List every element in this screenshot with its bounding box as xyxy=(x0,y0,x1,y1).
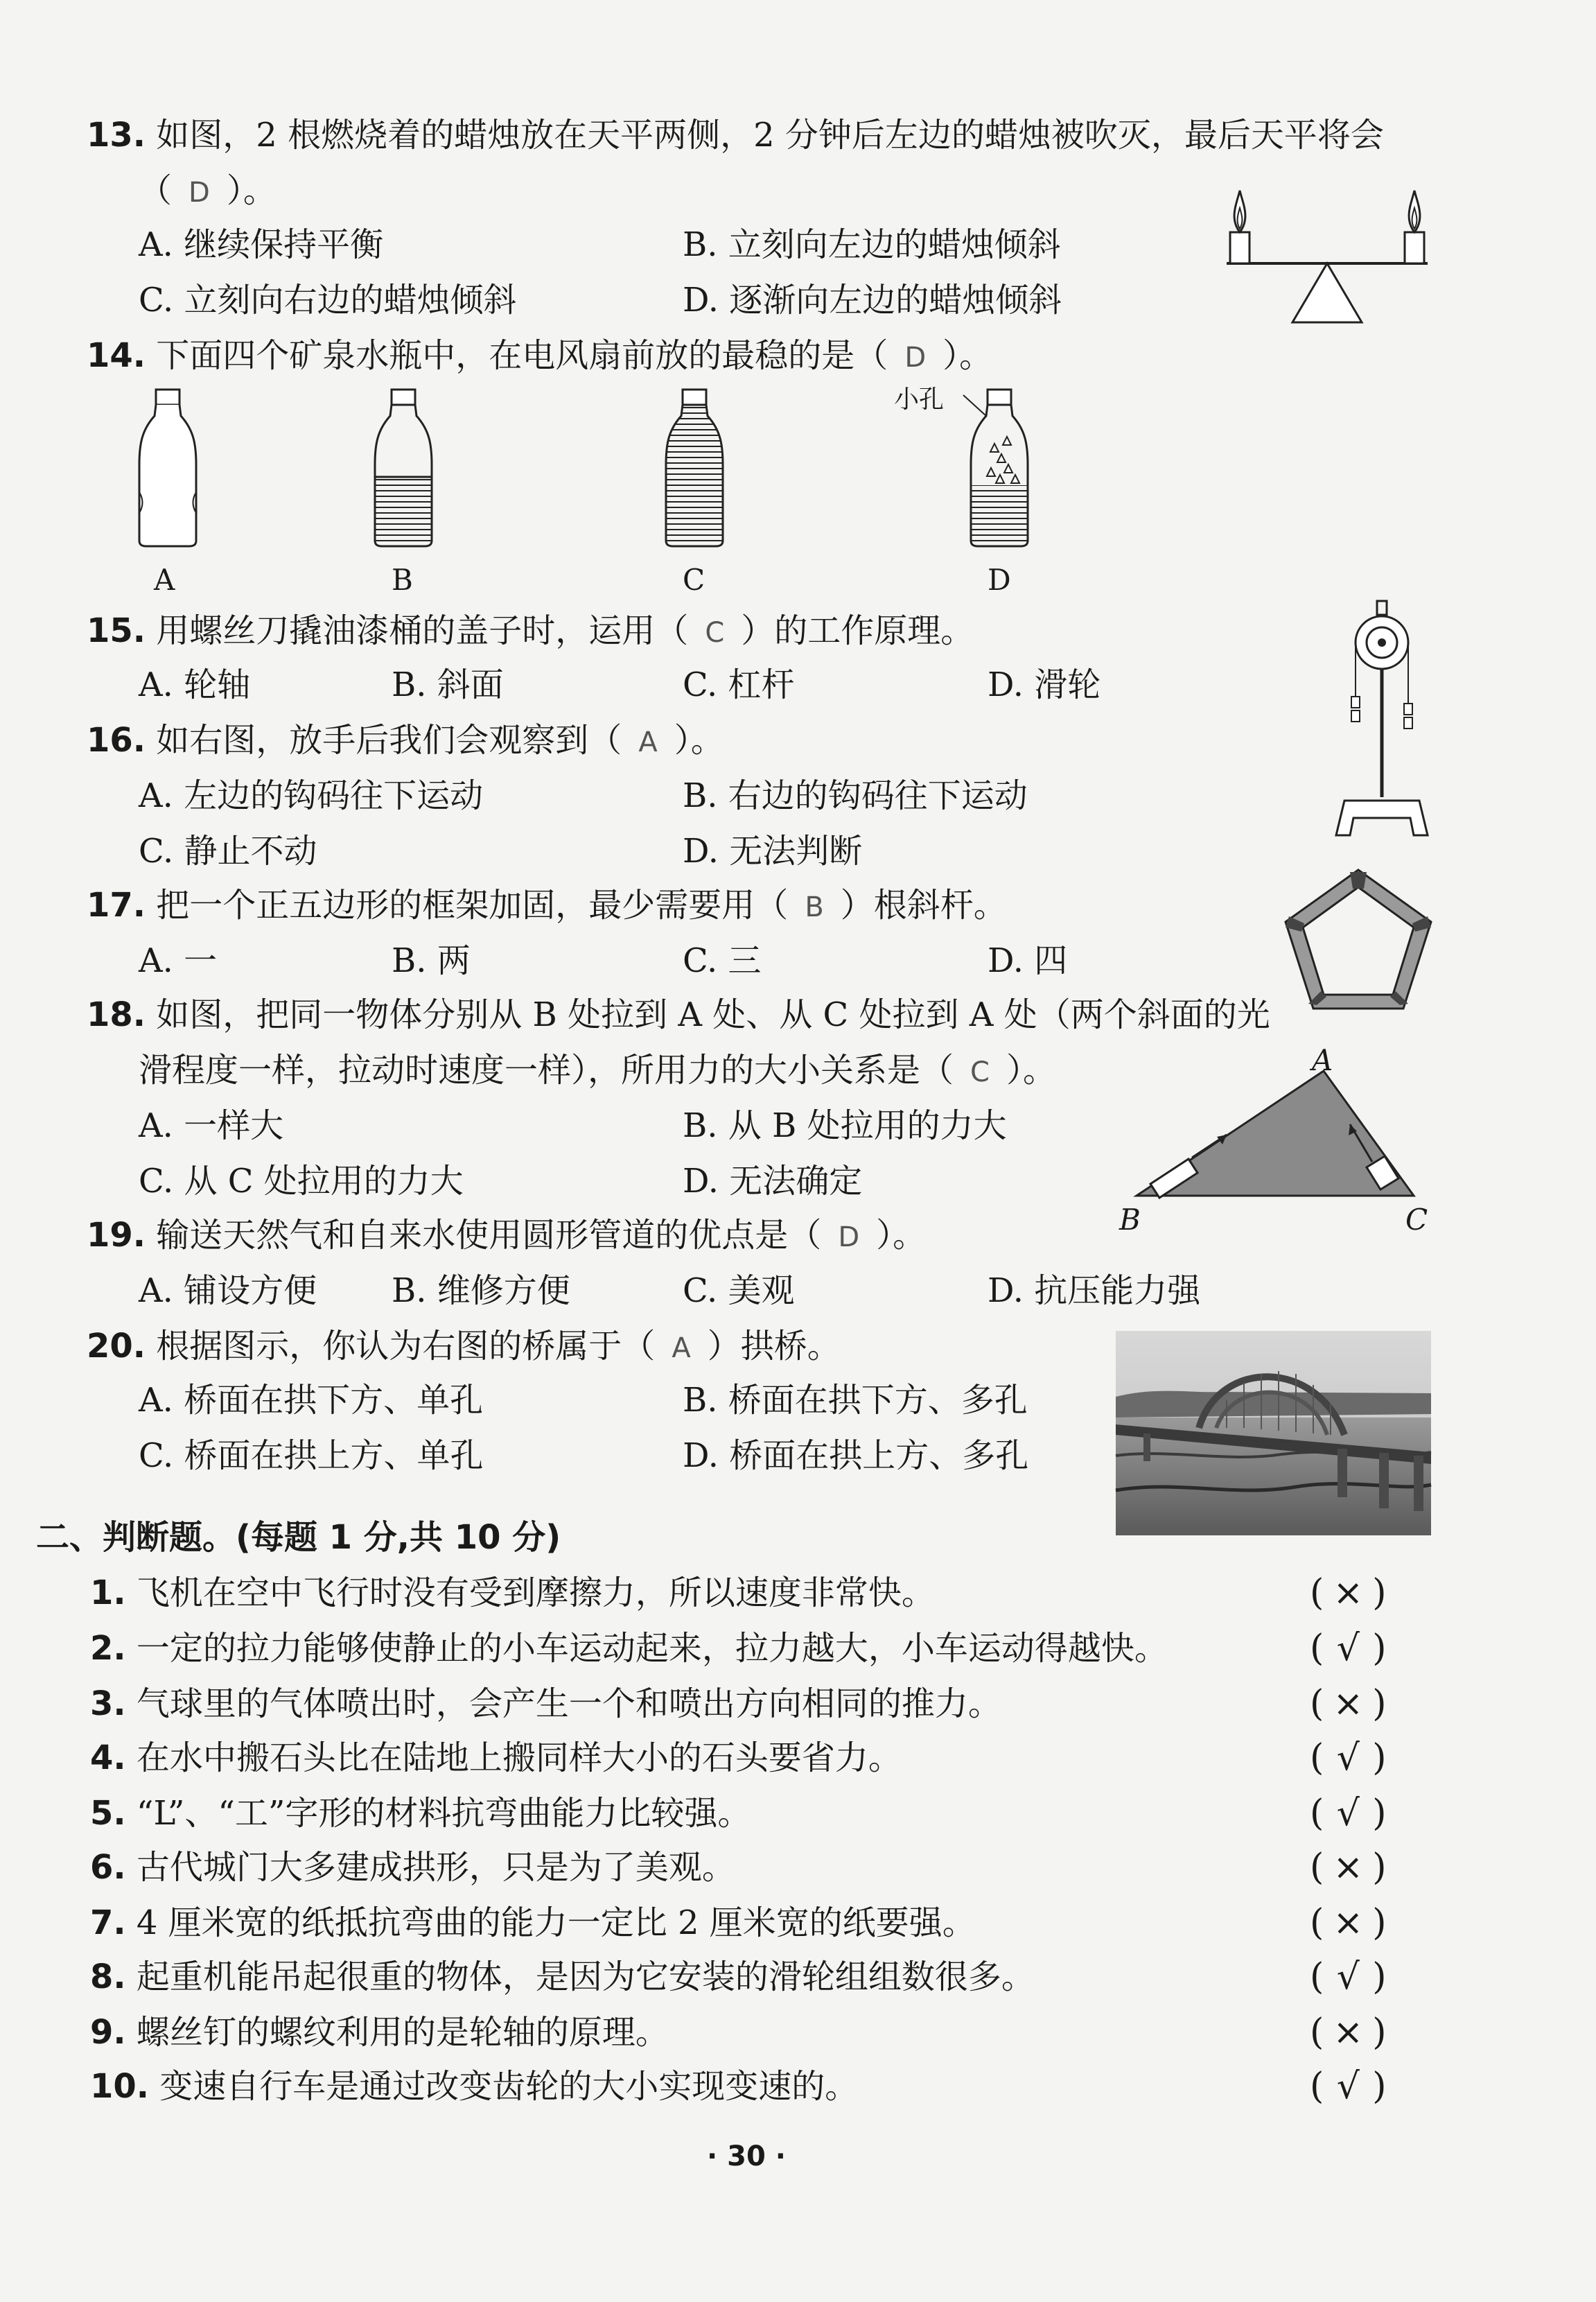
question-text: 如右图，放手后我们会观察到（ xyxy=(156,721,622,760)
judgment-mark xyxy=(1310,1902,1387,1944)
mark-value: × xyxy=(1333,2012,1364,2053)
page-number: · 30 · xyxy=(707,2140,786,2172)
question-16 xyxy=(87,720,724,763)
option-c: C. 静止不动 xyxy=(139,832,317,871)
mark-value: × xyxy=(1333,1572,1364,1614)
paren-close: ) xyxy=(1372,1956,1387,1998)
judgment-item xyxy=(90,1902,976,1944)
item-number: 7. xyxy=(90,1903,126,1942)
question-text: 根据图示，你认为右图的桥属于（ xyxy=(156,1327,656,1366)
question-number: 14. xyxy=(87,336,146,375)
answer: A xyxy=(672,1332,691,1364)
pulley-figure xyxy=(1331,600,1435,842)
item-text: 古代城门大多建成拱形，只是为了美观。 xyxy=(136,1848,735,1887)
paren-open: （ xyxy=(139,171,173,210)
hole-label: 小孔 xyxy=(894,385,945,414)
mark-value: √ xyxy=(1336,2066,1360,2107)
option-b: B. 从 B 处拉用的力大 xyxy=(683,1106,1007,1145)
paren-close: ）。 xyxy=(674,721,724,760)
option-b: B. 立刻向左边的蜡烛倾斜 xyxy=(683,225,1061,264)
judgment-item xyxy=(90,1683,1001,1725)
paren-close: ）。 xyxy=(942,336,993,375)
option-b: B. 右边的钩码往下运动 xyxy=(683,776,1028,815)
option-d: D. 桥面在拱上方、多孔 xyxy=(683,1436,1029,1475)
item-number: 5. xyxy=(90,1794,126,1833)
option-d: D. 抗压能力强 xyxy=(988,1271,1201,1310)
option-a: A. 一 xyxy=(139,941,218,980)
paren-close: ）根斜杆。 xyxy=(840,886,1007,925)
bottle-b xyxy=(371,388,437,548)
item-text: 螺丝钉的螺纹利用的是轮轴的原理。 xyxy=(136,2013,669,2052)
question-14 xyxy=(87,335,992,378)
judgment-mark xyxy=(1310,1737,1387,1779)
mark-value: √ xyxy=(1336,1628,1360,1669)
section-title-judgment: 二、判断题。(每题 1 分,共 10 分) xyxy=(36,1518,561,1557)
mark-value: √ xyxy=(1336,1956,1360,1998)
question-number: 13. xyxy=(87,116,146,155)
item-text: 起重机能吊起很重的物体，是因为它安装的滑轮组组数很多。 xyxy=(136,1957,1035,1996)
judgment-mark xyxy=(1310,1628,1387,1669)
option-b: B. 桥面在拱下方、多孔 xyxy=(683,1381,1028,1420)
judgment-mark xyxy=(1310,1847,1387,1888)
judgment-mark xyxy=(1310,2012,1387,2053)
paren-open: ( xyxy=(1310,1737,1324,1779)
paren-close: ）。 xyxy=(1006,1051,1056,1090)
option-c: C. 杠杆 xyxy=(683,665,795,704)
item-number: 4. xyxy=(90,1738,126,1777)
pentagon-frame-figure xyxy=(1282,866,1435,1012)
question-text: 输送天然气和自来水使用圆形管道的优点是（ xyxy=(156,1216,822,1255)
paren-close: ）拱桥。 xyxy=(707,1327,841,1366)
judgment-mark xyxy=(1310,1793,1387,1834)
option-a: A. 左边的钩码往下运动 xyxy=(139,776,484,815)
mark-value: √ xyxy=(1336,1793,1360,1834)
item-number: 8. xyxy=(90,1957,126,1996)
bottle-a xyxy=(135,388,201,548)
paren-close: ) xyxy=(1372,1683,1387,1725)
question-number: 16. xyxy=(87,721,146,760)
item-text: 4 厘米宽的纸抵抗弯曲的能力一定比 2 厘米宽的纸要强。 xyxy=(136,1903,976,1942)
paren-close: ）的工作原理。 xyxy=(741,611,974,650)
question-number: 20. xyxy=(87,1327,146,1366)
judgment-item xyxy=(90,1793,751,1834)
paren-open: ( xyxy=(1310,2012,1324,2053)
arch-bridge-photo xyxy=(1116,1331,1431,1535)
option-a: A. 铺设方便 xyxy=(139,1271,317,1310)
judgment-item xyxy=(90,2066,858,2107)
item-number: 3. xyxy=(90,1684,126,1723)
option-d: D. 四 xyxy=(988,941,1068,980)
bottle-c xyxy=(662,388,728,548)
question-18-cont xyxy=(139,1049,1056,1093)
question-number: 19. xyxy=(87,1216,146,1255)
question-19 xyxy=(87,1214,926,1258)
question-18 xyxy=(87,994,1270,1036)
paren-close: ) xyxy=(1372,2012,1387,2053)
item-text: “L”、“工”字形的材料抗弯曲能力比较强。 xyxy=(136,1794,751,1833)
answer: C xyxy=(705,617,725,649)
paren-close: ) xyxy=(1372,1847,1387,1888)
option-b: B. 维修方便 xyxy=(392,1271,570,1310)
question-number: 15. xyxy=(87,611,146,650)
judgment-mark xyxy=(1310,1956,1387,1998)
paren-close: ）。 xyxy=(226,171,277,210)
option-d: D. 滑轮 xyxy=(988,665,1101,704)
item-number: 6. xyxy=(90,1848,126,1887)
item-text: 飞机在空中飞行时没有受到摩擦力，所以速度非常快。 xyxy=(136,1573,935,1612)
incline-label-c: C xyxy=(1405,1203,1428,1237)
question-text: 如图，把同一物体分别从 B 处拉到 A 处、从 C 处拉到 A 处（两个斜面的光 xyxy=(156,995,1270,1034)
judgment-mark xyxy=(1310,1683,1387,1725)
paren-close: ) xyxy=(1372,2066,1387,2107)
mark-value: × xyxy=(1333,1847,1364,1888)
judgment-item xyxy=(90,1956,1035,1998)
paren-open: ( xyxy=(1310,1847,1324,1888)
option-c: C. 美观 xyxy=(683,1271,795,1310)
question-13 xyxy=(87,114,1384,156)
bottle-label-c: C xyxy=(683,563,705,597)
answer: D xyxy=(904,342,927,374)
paren-open: ( xyxy=(1310,1902,1324,1944)
mark-value: × xyxy=(1333,1902,1364,1944)
question-13-cont xyxy=(139,170,277,213)
option-d: D. 无法判断 xyxy=(683,832,863,871)
option-c: C. 三 xyxy=(683,941,762,980)
item-text: 变速自行车是通过改变齿轮的大小实现变速的。 xyxy=(159,2067,859,2106)
bottle-label-a: A xyxy=(154,563,175,597)
paren-open: ( xyxy=(1310,1793,1324,1834)
bottle-d xyxy=(967,388,1033,548)
option-b: B. 两 xyxy=(392,941,471,980)
mark-value: √ xyxy=(1336,1737,1360,1779)
paren-open: ( xyxy=(1310,1572,1324,1614)
balance-candles-figure xyxy=(1213,184,1441,329)
incline-label-b: B xyxy=(1119,1203,1141,1237)
bottle-label-b: B xyxy=(392,563,413,597)
paren-open: ( xyxy=(1310,2066,1324,2107)
paren-close: ) xyxy=(1372,1628,1387,1669)
question-number: 18. xyxy=(87,995,146,1034)
question-text: 下面四个矿泉水瓶中，在电风扇前放的最稳的是（ xyxy=(156,336,888,375)
option-a: A. 轮轴 xyxy=(139,665,251,704)
item-number: 1. xyxy=(90,1573,126,1612)
item-text: 气球里的气体喷出时，会产生一个和喷出方向相同的推力。 xyxy=(136,1684,1001,1723)
paren-close: ) xyxy=(1372,1793,1387,1834)
judgment-item xyxy=(90,1847,735,1888)
paren-open: ( xyxy=(1310,1628,1324,1669)
paren-close: ) xyxy=(1372,1737,1387,1779)
item-text: 一定的拉力能够使静止的小车运动起来，拉力越大，小车运动得越快。 xyxy=(136,1629,1168,1668)
answer: D xyxy=(838,1221,860,1253)
question-15 xyxy=(87,610,974,654)
paren-close: ）。 xyxy=(876,1216,927,1255)
judgment-item xyxy=(90,1572,935,1614)
paren-open: ( xyxy=(1310,1683,1324,1725)
judgment-mark xyxy=(1310,2066,1387,2107)
incline-label-a: A xyxy=(1312,1043,1333,1077)
judgment-item xyxy=(90,1628,1168,1669)
paren-open: ( xyxy=(1310,1956,1324,1998)
answer: A xyxy=(638,726,658,758)
paren-close: ) xyxy=(1372,1902,1387,1944)
paren-close: ) xyxy=(1372,1572,1387,1614)
option-c: C. 桥面在拱上方、单孔 xyxy=(139,1436,484,1475)
question-17 xyxy=(87,884,1007,928)
option-b: B. 斜面 xyxy=(392,665,504,704)
option-d: D. 逐渐向左边的蜡烛倾斜 xyxy=(683,281,1062,320)
question-text: 把一个正五边形的框架加固，最少需要用（ xyxy=(156,886,789,925)
judgment-item xyxy=(90,1737,902,1779)
incline-figure xyxy=(1123,1061,1441,1213)
judgment-item xyxy=(90,2012,669,2053)
mark-value: × xyxy=(1333,1683,1364,1725)
item-number: 10. xyxy=(90,2067,150,2106)
option-a: A. 一样大 xyxy=(139,1106,284,1145)
question-number: 17. xyxy=(87,886,146,925)
option-c: C. 立刻向右边的蜡烛倾斜 xyxy=(139,281,517,320)
option-d: D. 无法确定 xyxy=(683,1162,863,1201)
question-text: 滑程度一样，拉动时速度一样），所用力的大小关系是（ xyxy=(139,1051,954,1090)
judgment-mark xyxy=(1310,1572,1387,1614)
option-a: A. 继续保持平衡 xyxy=(139,225,384,264)
question-20 xyxy=(87,1325,841,1369)
question-text: 如图，2 根燃烧着的蜡烛放在天平两侧，2 分钟后左边的蜡烛被吹灭，最后天平将会 xyxy=(156,116,1384,155)
option-c: C. 从 C 处拉用的力大 xyxy=(139,1162,464,1201)
question-text: 用螺丝刀撬油漆桶的盖子时，运用（ xyxy=(156,611,689,650)
answer: C xyxy=(970,1056,990,1088)
item-number: 9. xyxy=(90,2013,126,2052)
answer: D xyxy=(188,177,210,209)
item-text: 在水中搬石头比在陆地上搬同样大小的石头要省力。 xyxy=(136,1738,902,1777)
item-number: 2. xyxy=(90,1629,126,1668)
option-a: A. 桥面在拱下方、单孔 xyxy=(139,1381,484,1420)
bottle-label-d: D xyxy=(988,563,1011,597)
answer: B xyxy=(805,891,824,923)
